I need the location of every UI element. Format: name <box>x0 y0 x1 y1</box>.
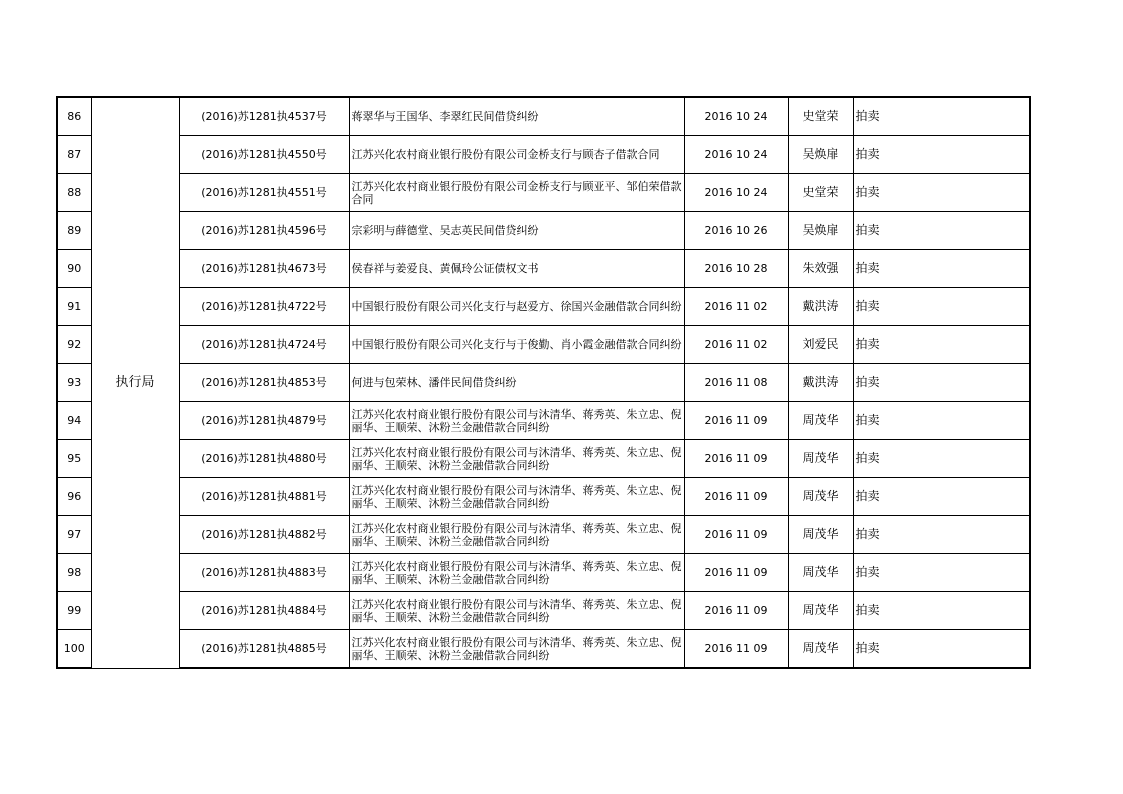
table-row <box>57 250 1030 288</box>
table-row <box>57 288 1030 326</box>
case-parties: 蒋翠华与王国华、李翠红民间借贷纠纷 <box>349 97 684 136</box>
row-number: 90 <box>57 250 91 288</box>
case-number: (2016)苏1281执4884号 <box>179 592 349 630</box>
case-parties: 江苏兴化农村商业银行股份有限公司与沐清华、蒋秀英、朱立忠、倪丽华、王顺荣、沐粉兰金融借款合同纠纷 <box>349 440 684 478</box>
case-number: (2016)苏1281执4881号 <box>179 478 349 516</box>
disposal-method: 拍卖 <box>853 212 1030 250</box>
table-row <box>57 364 1030 402</box>
row-number: 88 <box>57 174 91 212</box>
table-row <box>57 554 1030 592</box>
row-number: 91 <box>57 288 91 326</box>
case-number: (2016)苏1281执4537号 <box>179 97 349 136</box>
row-number: 100 <box>57 630 91 669</box>
row-number: 96 <box>57 478 91 516</box>
judge-name: 周茂华 <box>788 478 853 516</box>
table-row <box>57 592 1030 630</box>
disposal-method: 拍卖 <box>853 364 1030 402</box>
case-parties: 江苏兴化农村商业银行股份有限公司与沐清华、蒋秀英、朱立忠、倪丽华、王顺荣、沐粉兰金融借款合同纠纷 <box>349 592 684 630</box>
case-number: (2016)苏1281执4879号 <box>179 402 349 440</box>
case-number: (2016)苏1281执4673号 <box>179 250 349 288</box>
disposal-method: 拍卖 <box>853 288 1030 326</box>
table-row <box>57 136 1030 174</box>
row-number: 94 <box>57 402 91 440</box>
judge-name: 吴焕扉 <box>788 136 853 174</box>
filing-date: 2016 11 09 <box>684 592 788 630</box>
case-parties: 中国银行股份有限公司兴化支行与于俊勤、肖小霞金融借款合同纠纷 <box>349 326 684 364</box>
judge-name: 史堂荣 <box>788 174 853 212</box>
disposal-method: 拍卖 <box>853 630 1030 669</box>
disposal-method: 拍卖 <box>853 250 1030 288</box>
disposal-method: 拍卖 <box>853 97 1030 136</box>
case-parties: 江苏兴化农村商业银行股份有限公司与沐清华、蒋秀英、朱立忠、倪丽华、王顺荣、沐粉兰金融借款合同纠纷 <box>349 478 684 516</box>
case-parties: 宗彩明与薛德堂、吴志英民间借贷纠纷 <box>349 212 684 250</box>
row-number: 95 <box>57 440 91 478</box>
row-number: 92 <box>57 326 91 364</box>
table-row <box>57 516 1030 554</box>
judge-name: 吴焕扉 <box>788 212 853 250</box>
disposal-method: 拍卖 <box>853 174 1030 212</box>
filing-date: 2016 11 08 <box>684 364 788 402</box>
judge-name: 朱效强 <box>788 250 853 288</box>
judge-name: 周茂华 <box>788 630 853 669</box>
disposal-method: 拍卖 <box>853 136 1030 174</box>
disposal-method: 拍卖 <box>853 440 1030 478</box>
table-row <box>57 402 1030 440</box>
case-number: (2016)苏1281执4880号 <box>179 440 349 478</box>
case-number: (2016)苏1281执4722号 <box>179 288 349 326</box>
row-number: 97 <box>57 516 91 554</box>
filing-date: 2016 10 26 <box>684 212 788 250</box>
judge-name: 周茂华 <box>788 592 853 630</box>
case-number: (2016)苏1281执4882号 <box>179 516 349 554</box>
judge-name: 刘爱民 <box>788 326 853 364</box>
judge-name: 周茂华 <box>788 554 853 592</box>
filing-date: 2016 11 09 <box>684 630 788 669</box>
case-parties: 侯春祥与姜爱良、黄佩玲公证债权文书 <box>349 250 684 288</box>
disposal-method: 拍卖 <box>853 516 1030 554</box>
disposal-method: 拍卖 <box>853 592 1030 630</box>
disposal-method: 拍卖 <box>853 402 1030 440</box>
filing-date: 2016 10 24 <box>684 97 788 136</box>
case-parties: 中国银行股份有限公司兴化支行与赵爱方、徐国兴金融借款合同纠纷 <box>349 288 684 326</box>
department-cell: 执行局 <box>91 97 179 668</box>
filing-date: 2016 11 09 <box>684 554 788 592</box>
case-number: (2016)苏1281执4550号 <box>179 136 349 174</box>
case-parties: 江苏兴化农村商业银行股份有限公司与沐清华、蒋秀英、朱立忠、倪丽华、王顺荣、沐粉兰金融借款合同纠纷 <box>349 402 684 440</box>
case-parties: 江苏兴化农村商业银行股份有限公司与沐清华、蒋秀英、朱立忠、倪丽华、王顺荣、沐粉兰金融借款合同纠纷 <box>349 554 684 592</box>
judge-name: 周茂华 <box>788 402 853 440</box>
filing-date: 2016 11 02 <box>684 326 788 364</box>
row-number: 98 <box>57 554 91 592</box>
table-row <box>57 478 1030 516</box>
case-parties: 江苏兴化农村商业银行股份有限公司与沐清华、蒋秀英、朱立忠、倪丽华、王顺荣、沐粉兰金融借款合同纠纷 <box>349 630 684 669</box>
table-row <box>57 630 1030 669</box>
filing-date: 2016 10 24 <box>684 136 788 174</box>
case-parties: 何进与包荣林、潘伴民间借贷纠纷 <box>349 364 684 402</box>
disposal-method: 拍卖 <box>853 478 1030 516</box>
case-number: (2016)苏1281执4551号 <box>179 174 349 212</box>
case-number: (2016)苏1281执4853号 <box>179 364 349 402</box>
case-parties: 江苏兴化农村商业银行股份有限公司金桥支行与顾亚平、邹伯荣借款合同 <box>349 174 684 212</box>
filing-date: 2016 11 09 <box>684 440 788 478</box>
filing-date: 2016 11 02 <box>684 288 788 326</box>
judge-name: 史堂荣 <box>788 97 853 136</box>
case-parties: 江苏兴化农村商业银行股份有限公司与沐清华、蒋秀英、朱立忠、倪丽华、王顺荣、沐粉兰金融借款合同纠纷 <box>349 516 684 554</box>
table-row <box>57 440 1030 478</box>
case-number: (2016)苏1281执4885号 <box>179 630 349 669</box>
case-number: (2016)苏1281执4883号 <box>179 554 349 592</box>
table-row <box>57 97 1030 136</box>
row-number: 87 <box>57 136 91 174</box>
row-number: 86 <box>57 97 91 136</box>
judge-name: 戴洪涛 <box>788 288 853 326</box>
judge-name: 周茂华 <box>788 516 853 554</box>
case-number: (2016)苏1281执4724号 <box>179 326 349 364</box>
filing-date: 2016 11 09 <box>684 478 788 516</box>
disposal-method: 拍卖 <box>853 326 1030 364</box>
row-number: 99 <box>57 592 91 630</box>
disposal-method: 拍卖 <box>853 554 1030 592</box>
table-row <box>57 212 1030 250</box>
judge-name: 戴洪涛 <box>788 364 853 402</box>
table-row <box>57 326 1030 364</box>
case-number: (2016)苏1281执4596号 <box>179 212 349 250</box>
case-parties: 江苏兴化农村商业银行股份有限公司金桥支行与顾杏子借款合同 <box>349 136 684 174</box>
filing-date: 2016 11 09 <box>684 516 788 554</box>
filing-date: 2016 10 28 <box>684 250 788 288</box>
judge-name: 周茂华 <box>788 440 853 478</box>
case-table <box>56 96 1031 669</box>
row-number: 93 <box>57 364 91 402</box>
table-row <box>57 174 1030 212</box>
filing-date: 2016 11 09 <box>684 402 788 440</box>
case-table-body <box>57 97 1030 668</box>
row-number: 89 <box>57 212 91 250</box>
filing-date: 2016 10 24 <box>684 174 788 212</box>
